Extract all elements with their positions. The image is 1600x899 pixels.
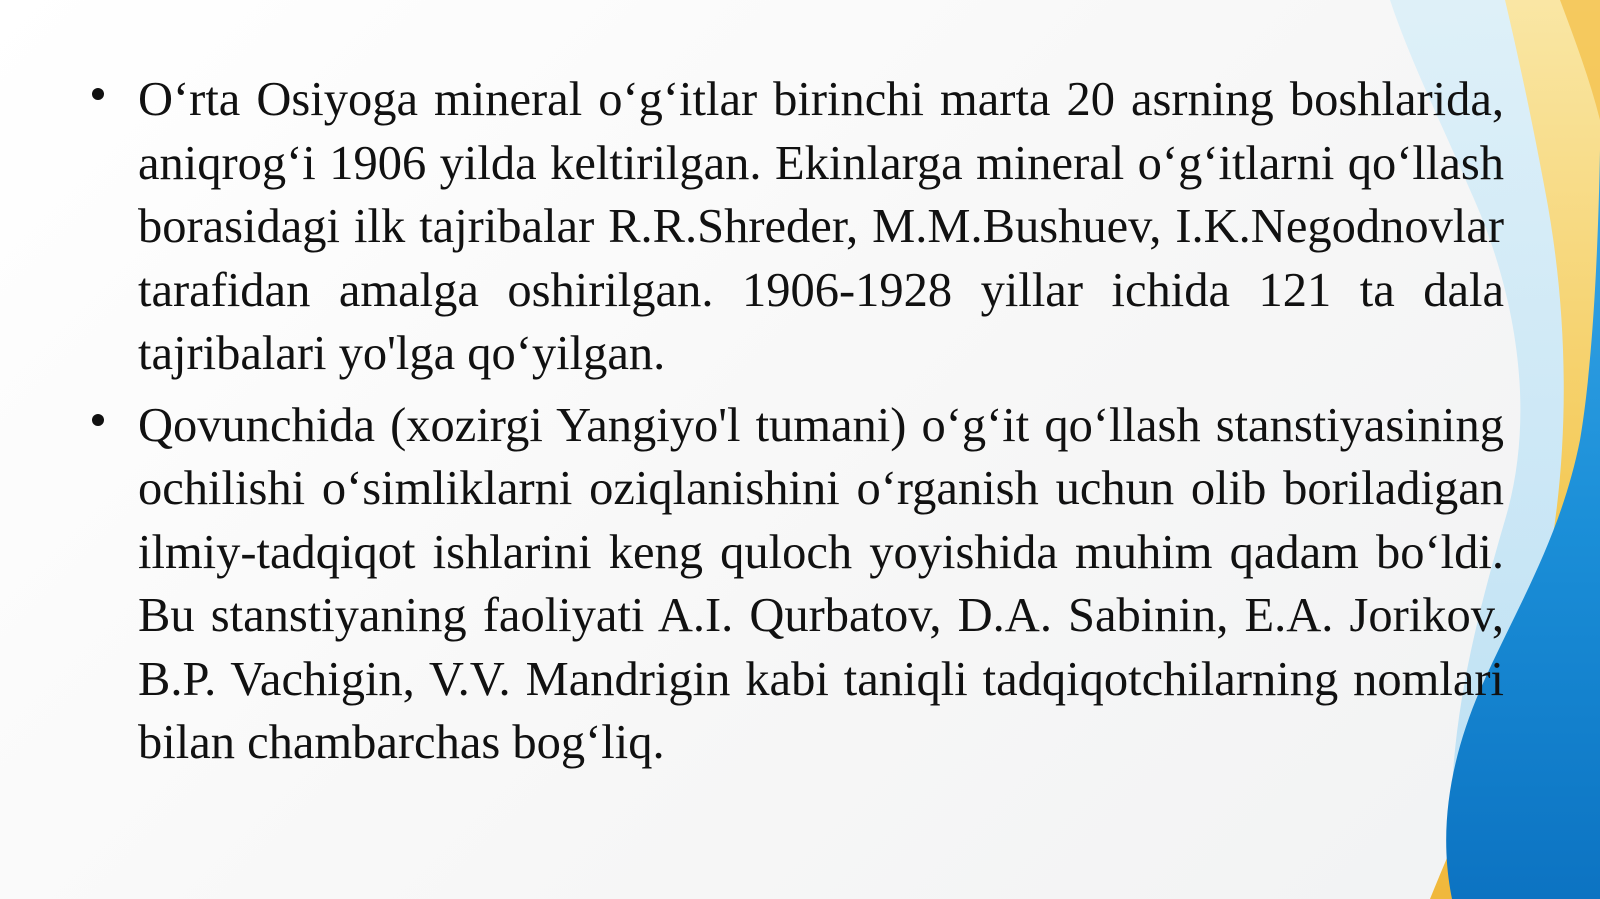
- bullet-dot-icon: [92, 414, 104, 426]
- bullet-list: [92, 68, 1504, 775]
- bullet-text: O‘rta Osiyoga mineral o‘g‘itlar birinchi marta 20 asrning boshlarida, aniqrog‘i 1906 yilda keltirilgan. Ekinlarga mineral o‘g‘itlarni qo‘llash borasidagi ilk tajribalar R.R.Shreder, M.M.Bushuev, I.K.Negodnovlar tarafidan amalga oshirilgan. 1906-1928 yillar ichida 121 ta dala tajribalari yo'lga qo‘yilgan.: [138, 73, 1504, 380]
- bullet-dot-icon: [92, 88, 104, 100]
- bullet-item: [92, 394, 1504, 775]
- slide-content: [92, 68, 1504, 783]
- bullet-text: Qovunchida (xozirgi Yangiyo'l tumani) o‘g‘it qo‘llash stanstiyasining ochilishi o‘simliklarni oziqlanishini o‘rganish uchun olib boriladigan ilmiy-tadqiqot ishlarini keng quloch yoyishida muhim qadam bo‘ldi. Bu stanstiyaning faoliyati A.I. Qurbatov, D.A. Sabinin, E.A. Jorikov, B.P. Vachigin, V.V. Mandrigin kabi taniqli tadqiqotchilarning nomlari bilan chambarchas bog‘liq.: [138, 398, 1504, 769]
- bullet-item: [92, 68, 1504, 386]
